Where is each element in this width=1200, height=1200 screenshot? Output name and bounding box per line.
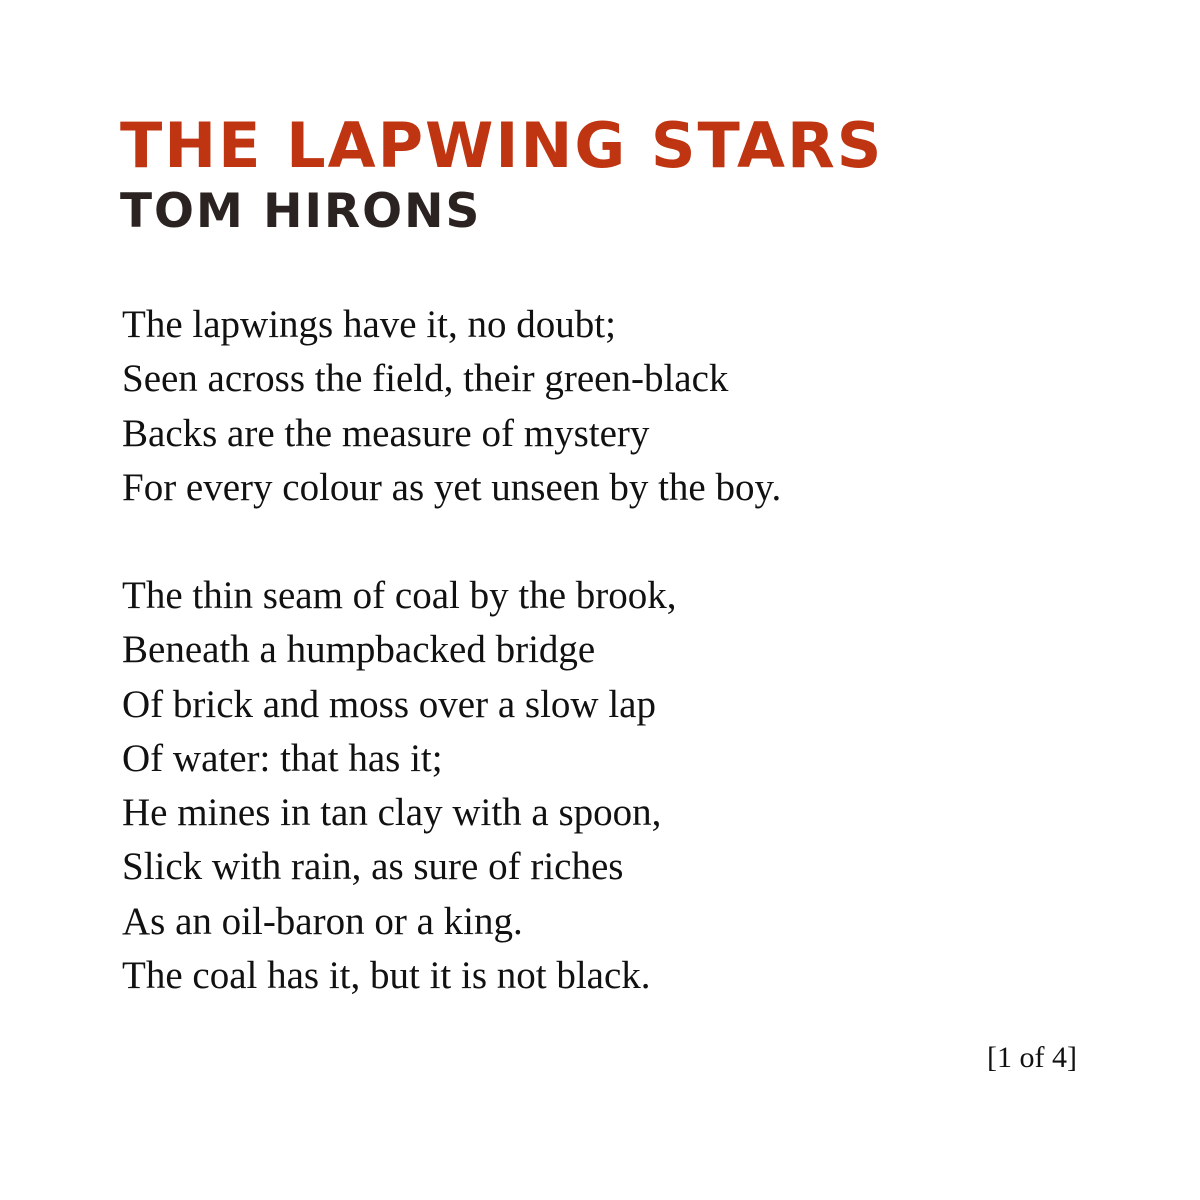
page-indicator: [1 of 4] <box>987 1041 1077 1074</box>
stanza-2 <box>122 569 677 1003</box>
poem-line: He mines in tan clay with a spoon, <box>122 791 662 835</box>
poem-line: The coal has it, but it is not black. <box>122 954 651 998</box>
poem-line: Beneath a humpbacked bridge <box>122 628 596 672</box>
stanza-1 <box>122 298 781 515</box>
poem-title: THE LAPWING STARS <box>120 109 884 182</box>
poem-line: Of brick and moss over a slow lap <box>122 682 656 726</box>
poem-line: The lapwings have it, no doubt; <box>122 303 616 346</box>
poem-line: Of water: that has it; <box>122 736 443 780</box>
poem-line: Backs are the measure of mystery <box>122 411 650 455</box>
poem-line: For every colour as yet unseen by the boy. <box>122 465 782 509</box>
poem-author: TOM HIRONS <box>120 184 482 239</box>
poem-line: Slick with rain, as sure of riches <box>122 845 624 889</box>
poem-line: The thin seam of coal by the brook, <box>122 574 677 617</box>
poem-line: Seen across the field, their green-black <box>122 357 729 401</box>
poem-line: As an oil-baron or a king. <box>122 899 523 943</box>
